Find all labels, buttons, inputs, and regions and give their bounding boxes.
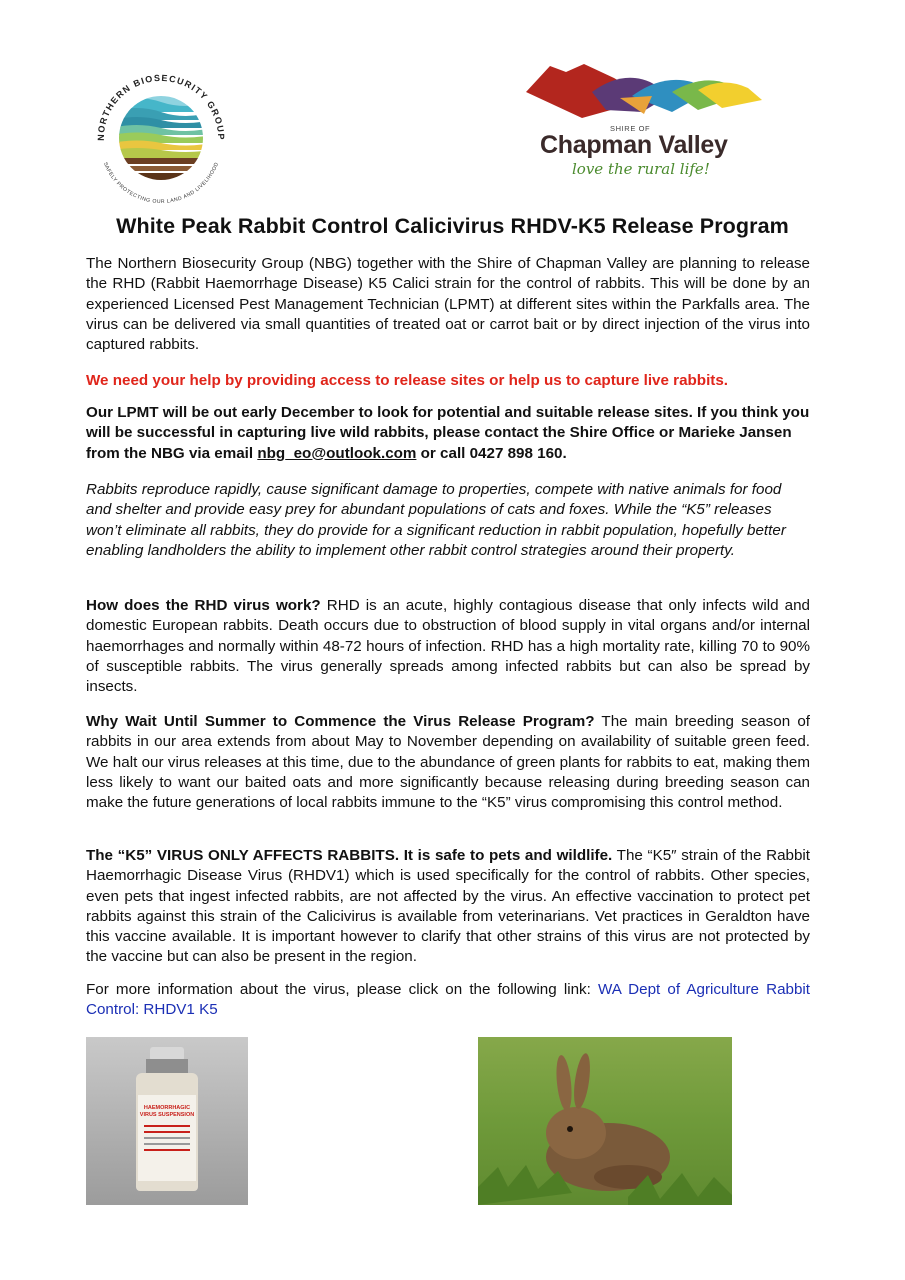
contact-text: Our LPMT will be out early December to look for potential and suitable release sites. If you think you will be successful in capturing live wild rabbits, please contact the Shire Office or Marieke Jansen from the NBG via email	[86, 404, 810, 462]
rabbit-icon	[478, 1037, 732, 1205]
how-heading: How does the RHD virus work?	[86, 597, 321, 614]
why-body: The main breeding season of rabbits in our area extends from about May to November depending on availability of suitable green feed. We halt our virus releases at this time, due to the abundance of green plants for rabbits to eat, making them less likely to want our baited oats and more significantly because releasing during breeding season can make the future generations of local rabbits immune to the “K5” virus compromising this control method.	[86, 713, 810, 812]
nbg-logo-top-text: NORTHERN BIOSECURITY GROUP	[95, 72, 227, 141]
vial-label-line-1: HAEMORRHAGIC	[143, 1105, 191, 1111]
vaccine-vial-photo	[86, 1037, 248, 1205]
more-info-paragraph	[86, 980, 810, 1021]
shire-logo-name: Chapman Valley	[540, 131, 728, 159]
agriculture-link[interactable]: WA Dept of Agriculture Rabbit Control: RHDV1 K5	[86, 981, 811, 1019]
why-heading: Why Wait Until Summer to Commence the Virus Release Program?	[86, 713, 595, 730]
vial-label-line-2: VIRUS SUSPENSION	[139, 1112, 195, 1118]
more-info-text: For more information about the virus, please click on the following link:	[86, 981, 598, 998]
rabbit-photo	[478, 1037, 732, 1205]
contact-phone-text: or call 0427 898 160.	[416, 444, 567, 462]
intro-paragraph: The Northern Biosecurity Group (NBG) together with the Shire of Chapman Valley are planning to release the RHD (Rabbit Haemorrhage Disease) K5 Calici strain for the control of rabbits. This will be done by an experienced Licensed Pest Management Technician (LPMT) at different sites within the Parkfalls area. The virus can be delivered via small quantities of treated oat or carrot bait or by direct injection of the virus into captured rabbits.	[86, 255, 810, 354]
safe-paragraph	[86, 846, 810, 968]
email-link[interactable]: nbg_eo@outlook.com	[257, 444, 417, 462]
help-request: We need your help by providing access to release sites or help us to capture live rabbits.	[86, 372, 729, 389]
nbg-logo-bottom-text: SAFELY PROTECTING OUR LAND AND LIVELIHOOD	[101, 161, 221, 206]
safe-body: The “K5″ strain of the Rabbit Haemorrhagic Disease Virus (RHDV1) which is used specifically for the control of rabbits. Other species, even pets that ingest infected rabbits, are not affected by the virus. An effective vaccination to protect pet rabbits against this strain of the Calicivirus is available from veterinarians. Vet practices in Geraldton have this vaccine available. It is important however to clarify that other strains of this virus are not protected by the vaccine but can also be present in the region.	[86, 847, 811, 966]
page-title: White Peak Rabbit Control Calicivirus RHDV-K5 Release Program	[116, 214, 789, 238]
shire-logo	[522, 52, 772, 194]
shire-logo-tagline: love the rural life!	[572, 160, 710, 178]
shire-logo-small-text: SHIRE OF	[610, 124, 651, 133]
how-body: RHD is an acute, highly contagious disease that only infects wild and domestic European rabbits. Death occurs due to obstruction of blood supply in vital organs and/or internal haemorrhages and normally within 48-72 hours of infection. RHD has a high mortality rate, killing 70 to 90% of susceptible rabbits. The virus generally spreads among infected rabbits but can also be spread by insects.	[86, 597, 810, 696]
why-paragraph	[86, 712, 810, 813]
italic-paragraph: Rabbits reproduce rapidly, cause significant damage to properties, compete with native animals for food and shelter and provide easy prey for abundant populations of cats and foxes. While the “K5” releases won’t eliminate all rabbits, they do provide for a significant reduction in rabbit population, hopefully better enabling landholders the ability to implement other rabbit control strategies around their property.	[86, 481, 786, 559]
nbg-logo	[82, 56, 240, 208]
contact-paragraph	[86, 403, 810, 464]
how-paragraph	[86, 596, 810, 697]
safe-heading: The “K5” VIRUS ONLY AFFECTS RABBITS. It is safe to pets and wildlife.	[86, 847, 613, 864]
